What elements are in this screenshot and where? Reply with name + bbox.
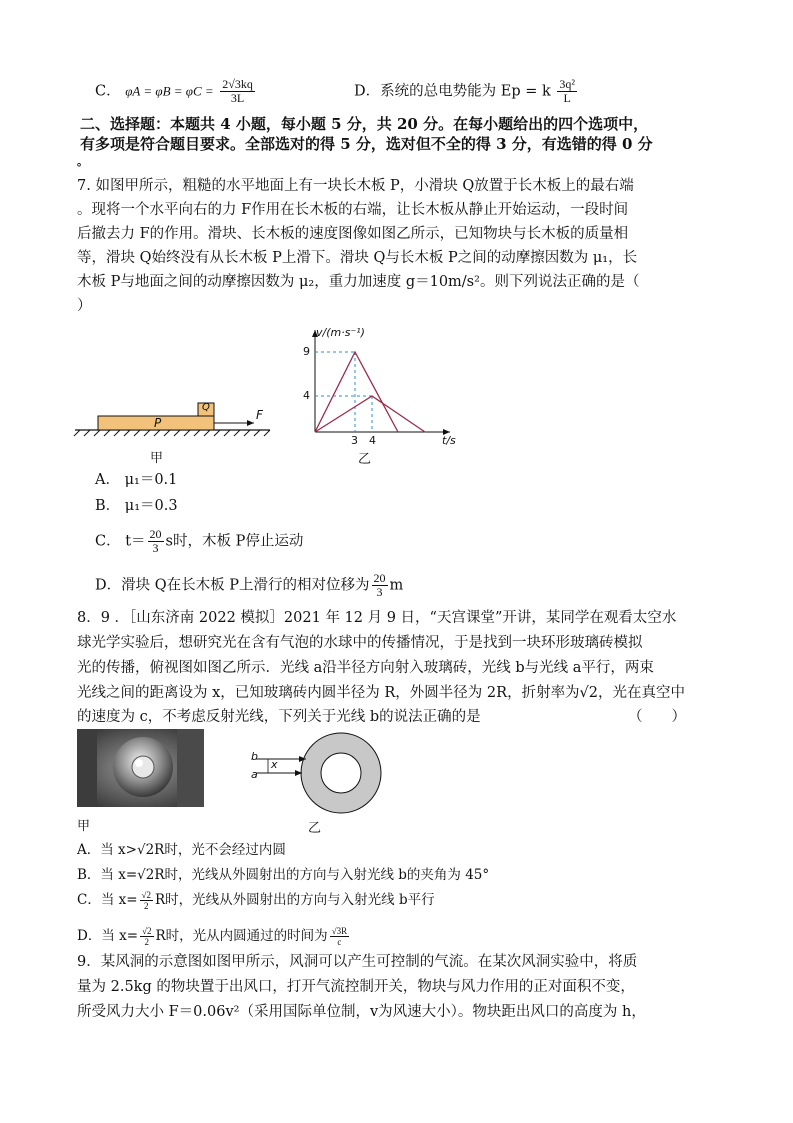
q8-line: 8．9 ．［山东济南 2022 模拟］2021 年 12 月 9 日，“天宫课堂”开讲，某同学在观看太空水 <box>77 610 677 626</box>
q7-option-b: B． μ₁＝0.3 <box>95 498 178 514</box>
label-q: Q <box>202 402 210 413</box>
q9-line: 所受风力大小 F＝0.06v²（采用国际单位制，v为风速大小）。物块距出风口的高度为 h， <box>77 1004 646 1020</box>
q8-line: 光的传播，俯视图如图乙所示．光线 a沿半径方向射入玻璃砖，光线 b与光线 a平行，两束 <box>77 660 654 676</box>
q7-line: 等，滑块 Q始终没有从长木板 P上滑下。滑块 Q与长木板 P之间的动摩擦因数为 μ₁，长 <box>77 250 638 266</box>
q8-line: 光线之间的距离设为 x，已知玻璃砖内圆半径为 R，外圆半径为 2R，折射率为√2，光在真空中 <box>77 685 686 701</box>
q7-line: 木板 P与地面之间的动摩擦因数为 μ₂，重力加速度 g＝10m/s²。则下列说法正确的是（ <box>77 274 640 290</box>
caption-ring-yi: 乙 <box>308 821 322 836</box>
q7-option-d: D．滑块 Q在长木板 P上滑行的相对位移为 $\frac{20}{3}$ m <box>95 571 404 599</box>
q9-line: 9．某风洞的示意图如图甲所示，风洞可以产生可控制的气流。在某次风洞实验中，将质 <box>77 954 638 970</box>
caption-jia: 甲 <box>150 451 164 466</box>
section-heading-line1: 二、选择题：本题共 4 小题，每小题 5 分，共 20 分。在每小题给出的四个选项中， <box>80 115 649 133</box>
q9-line: 量为 2.5kg 的物块置于出风口，打开气流控制开关，物块与风力作用的正对面积不变， <box>77 979 635 995</box>
board-velocity-line <box>315 352 398 432</box>
q8-option-b: B．当 x=√2R时，光线从外圆射出的方向与入射光线 b的夹角为 45° <box>77 867 490 883</box>
q6-option-d: D．系统的总电势能为 Ep = k $\frac{\text{3q²}}{L}$ <box>354 77 575 105</box>
label-p: P <box>154 416 162 430</box>
q7-line: 。现将一个水平向右的力 F作用在长木板的右端，让长木板从静止开始运动，一段时间 <box>77 202 629 218</box>
figure-board-on-ground <box>70 398 280 458</box>
board-diagram <box>70 398 280 458</box>
caption-photo-jia: 甲 <box>77 819 91 834</box>
water-ball-photo <box>77 729 204 807</box>
answer-paren: （ ） <box>628 709 686 725</box>
q8-option-c: C．当 x= $\frac{√2}{2}$ R时，光线从外圆射出的方向与入射光线 b平行 <box>77 890 435 911</box>
q8-option-d: D．当 x= $\frac{√2}{2}$ R时，光从内圆通过的时间为 $\frac{√3R}{c}$ <box>77 926 348 947</box>
q7-line: ） <box>77 298 92 314</box>
inner-circle <box>321 753 361 793</box>
tick-y-4: 4 <box>303 389 310 402</box>
q7-option-a: A． μ₁＝0.1 <box>95 472 178 488</box>
distance-x-label: x <box>271 758 278 771</box>
ray-b-label: b <box>251 750 258 763</box>
velocity-time-graph <box>290 322 475 452</box>
label-f: F <box>256 408 263 422</box>
section-heading-line2: 有多项是符合题目要求。全部选对的得 5 分，选对但不全的得 3 分，有选错的得 0 分 <box>80 135 653 153</box>
tick-y-9: 9 <box>303 345 310 358</box>
q8-line: 球光学实验后，想研究光在含有气泡的水球中的传播情况，于是找到一块环形玻璃砖模拟 <box>77 635 643 651</box>
q7-option-c: C． t＝ $\frac{20}{3}$ s时，木板 P停止运动 <box>95 527 304 555</box>
q7-line: 后撤去力 F的作用。滑块、长木板的速度图像如图乙所示，已知物块与长木板的质量相 <box>77 226 629 242</box>
caption-yi: 乙 <box>358 452 372 467</box>
block-velocity-line <box>315 396 425 432</box>
glass-ring-diagram <box>248 730 388 816</box>
ray-a-label: a <box>251 768 258 781</box>
y-axis-label: v/(m·s⁻¹) <box>316 326 365 339</box>
vt-svg <box>290 322 475 452</box>
section-heading-line3: 。 <box>77 155 88 168</box>
q6-option-c: C． φA = φB = φC = $\frac{2√3kq}{3L}$ <box>95 77 253 105</box>
q7-line: 7. 如图甲所示，粗糙的水平地面上有一块长木板 P，小滑块 Q放置于长木板上的最右端 <box>77 178 634 194</box>
tick-x-4: 4 <box>369 434 376 447</box>
tick-x-3: 3 <box>351 434 358 447</box>
q8-line: 的速度为 c，不考虑反射光线，下列关于光线 b的说法正确的是 <box>77 709 481 725</box>
x-axis-label: t/s <box>442 434 456 447</box>
q8-option-a: A．当 x>√2R时，光不会经过内圆 <box>77 842 286 858</box>
